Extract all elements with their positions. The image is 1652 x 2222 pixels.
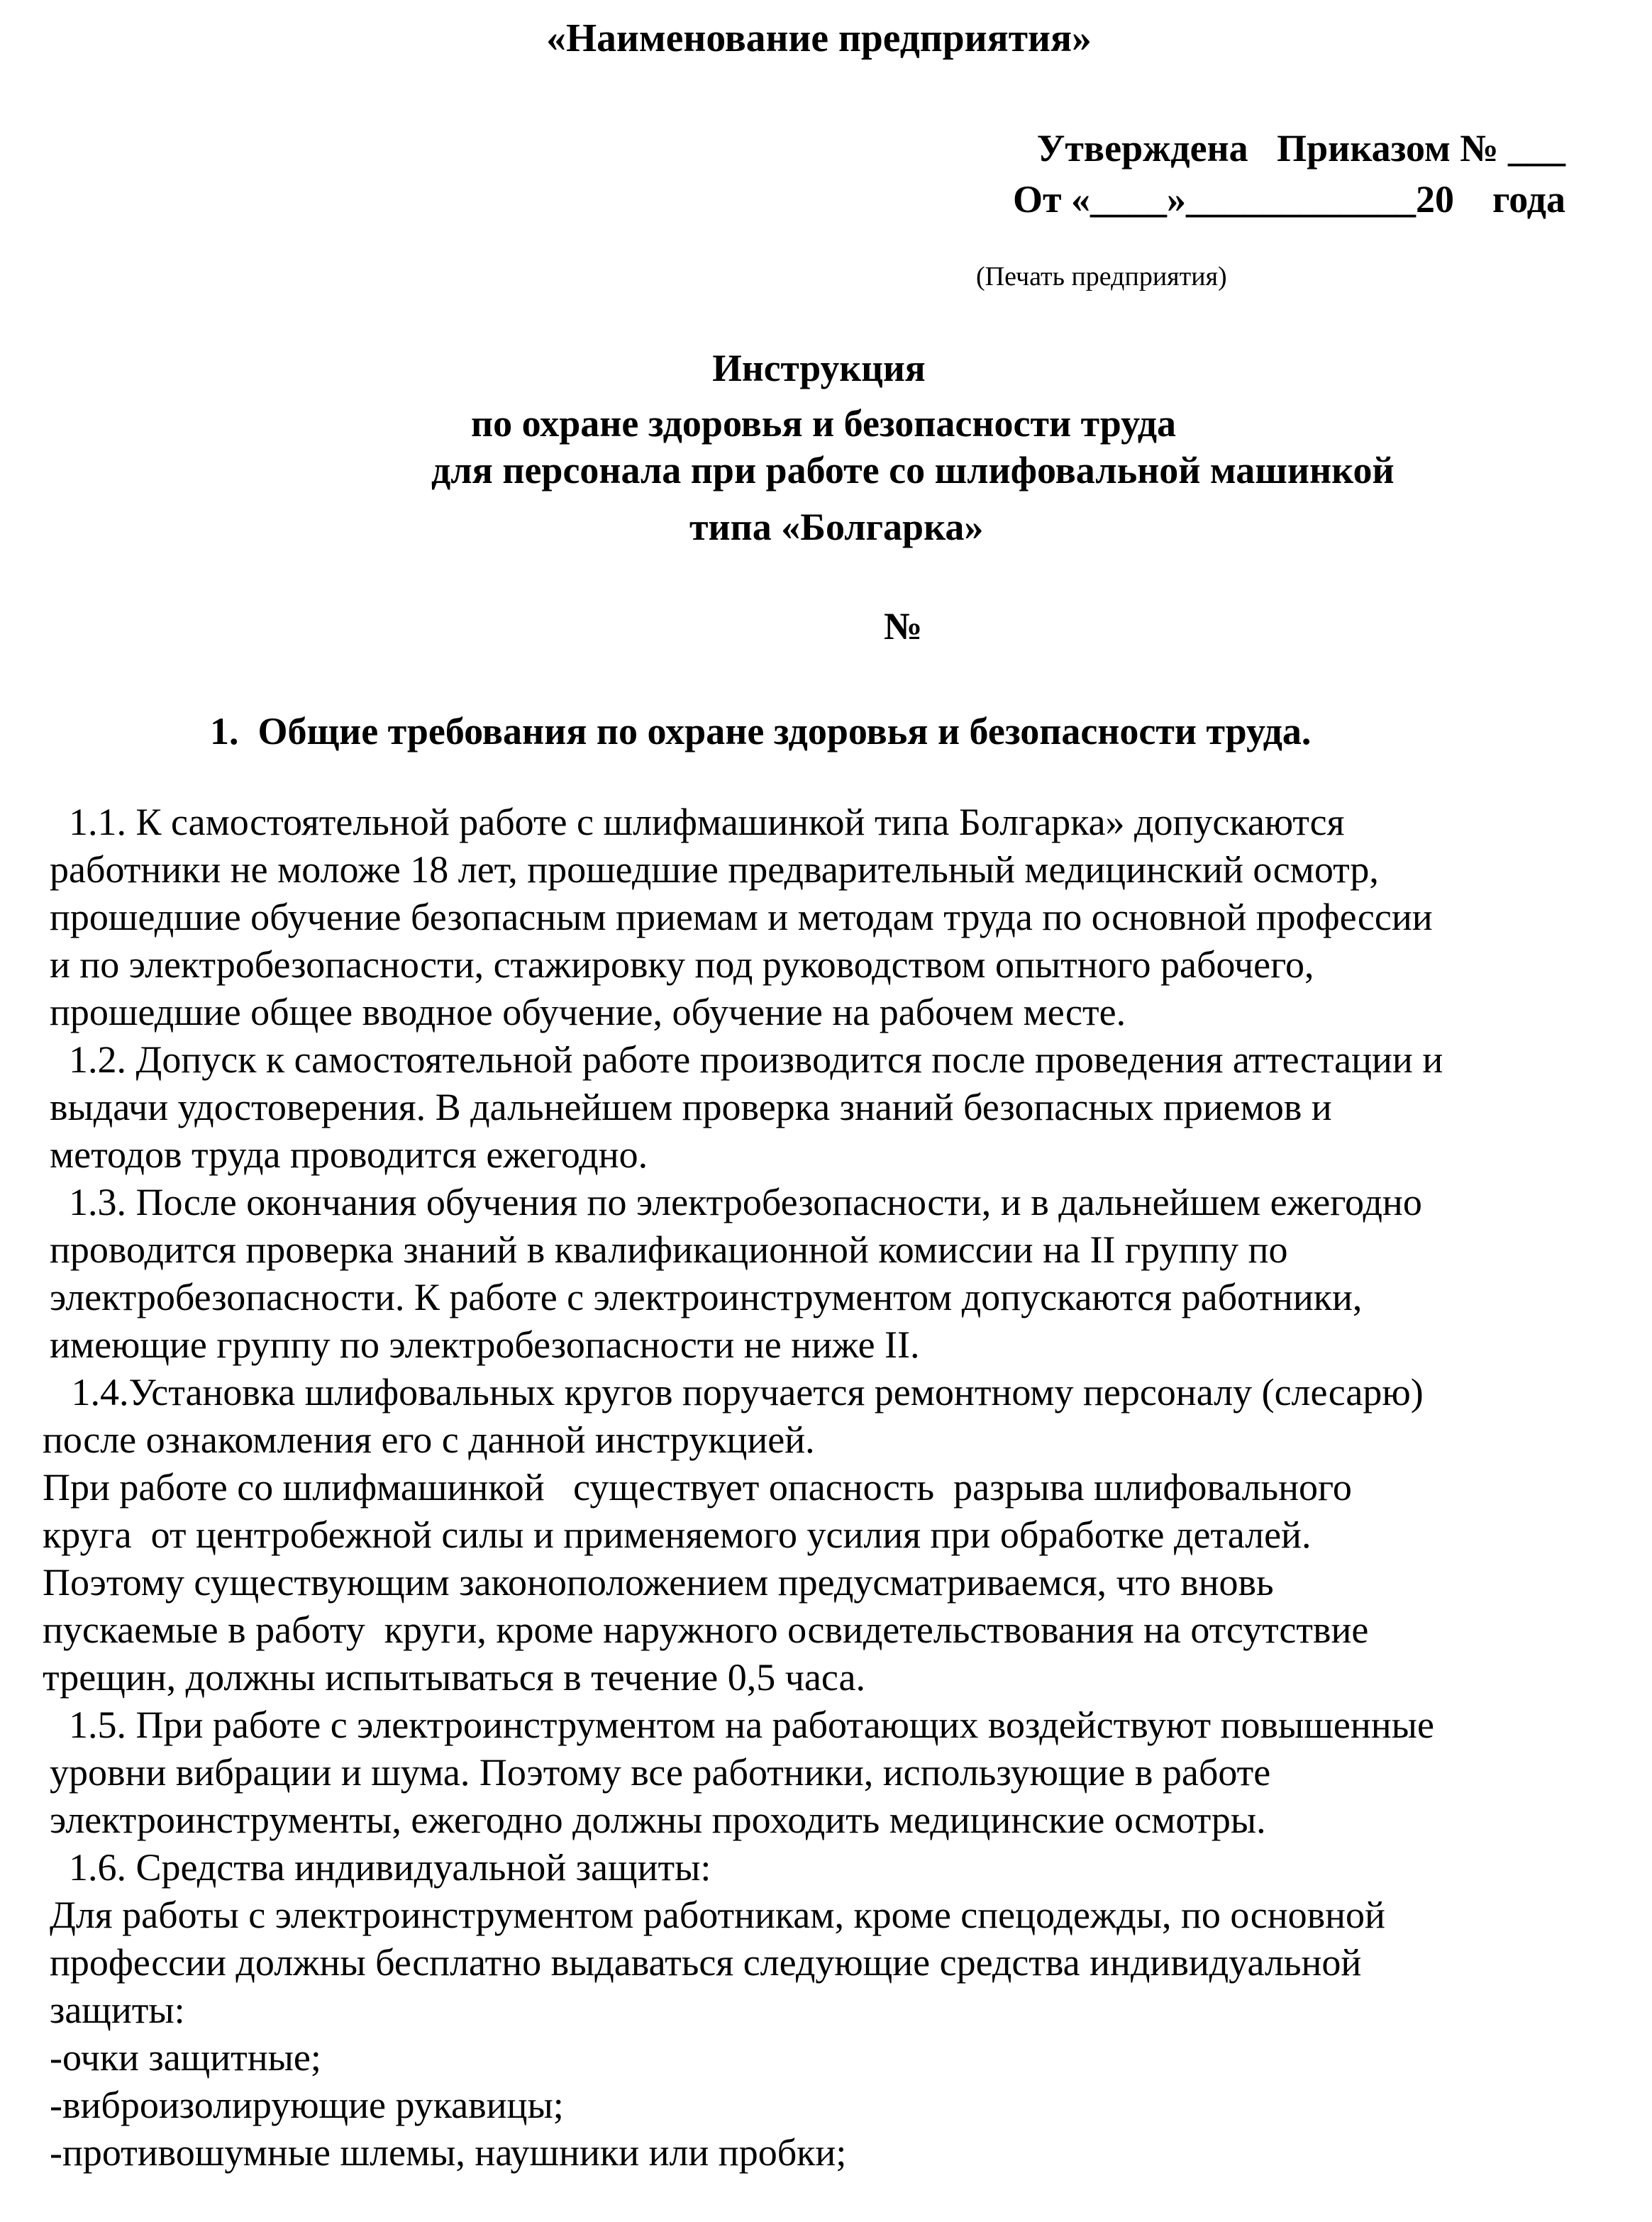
body-line: Для работы с электроинструментом работникам, кроме спецодежды, по основной xyxy=(50,1894,1385,1936)
body-line: 1.4.Установка шлифовальных кругов поручается ремонтному персоналу (слесарю) xyxy=(43,1371,1424,1413)
body-line: прошедшие обучение безопасным приемам и методам труда по основной профессии xyxy=(50,896,1433,938)
body-line: 1.1. К самостоятельной работе с шлифмашинкой типа Болгарка» допускаются xyxy=(50,801,1345,843)
body-line: 1.5. При работе с электроинструментом на работающих воздействуют повышенные xyxy=(50,1704,1434,1746)
body-line: 1.3. После окончания обучения по электробезопасности, и в дальнейшем ежегодно xyxy=(50,1181,1422,1223)
company-name: «Наименование предприятия» xyxy=(546,16,1092,60)
body-line: уровни вибрации и шума. Поэтому все работники, использующие в работе xyxy=(50,1751,1271,1794)
body-line: круга от центробежной силы и применяемого усилия при обработке деталей. xyxy=(43,1513,1312,1556)
body-line: пускаемые в работу круги, кроме наружного освидетельствования на отсутствие xyxy=(43,1609,1369,1651)
body-line: прошедшие общее вводное обучение, обучение на рабочем месте. xyxy=(50,991,1126,1033)
body-line: защиты: xyxy=(50,1989,185,2031)
doc-title-line-4: типа «Болгарка» xyxy=(689,506,984,548)
body-line: 1.2. Допуск к самостоятельной работе производится после проведения аттестации и xyxy=(50,1038,1443,1081)
section-heading: 1. Общие требования по охране здоровья и безопасности труда. xyxy=(210,710,1312,752)
body-line: профессии должны бесплатно выдаваться следующие средства индивидуальной xyxy=(50,1941,1362,1984)
body-line: проводится проверка знаний в квалификационной комиссии на II группу по xyxy=(50,1228,1288,1271)
seal-note: (Печать предприятия) xyxy=(976,262,1227,291)
doc-title-line-2: по охране здоровья и безопасности труда xyxy=(471,402,1177,445)
body-line: и по электробезопасности, стажировку под руководством опытного рабочего, xyxy=(50,943,1314,986)
approval-line: Утверждена Приказом № ___ xyxy=(1036,127,1565,170)
body-line: после ознакомления его с данной инструкцией. xyxy=(43,1418,815,1461)
body-line: При работе со шлифмашинкой существует опасность разрыва шлифовального xyxy=(43,1466,1352,1509)
body-line: выдачи удостоверения. В дальнейшем проверка знаний безопасных приемов и xyxy=(50,1086,1332,1128)
body-line: методов труда проводится ежегодно. xyxy=(50,1133,648,1176)
body-line: электробезопасности. К работе с электроинструментом допускаются работники, xyxy=(50,1276,1363,1318)
body-line: 1.6. Средства индивидуальной защиты: xyxy=(50,1846,711,1889)
body-line: -виброизолирующие рукавицы; xyxy=(50,2084,564,2126)
body-line: имеющие группу по электробезопасности не ниже II. xyxy=(50,1323,920,1366)
doc-number: № xyxy=(884,605,923,648)
body-line: трещин, должны испытываться в течение 0,5 часа. xyxy=(43,1656,865,1699)
body-line: -очки защитные; xyxy=(50,2036,321,2079)
doc-title-instruction: Инструкция xyxy=(712,347,926,389)
doc-title-line-3: для персонала при работе со шлифовальной машинкой xyxy=(431,449,1395,491)
body-line: Поэтому существующим законоположением предусматриваемся, что вновь xyxy=(43,1561,1274,1604)
body-line: работники не моложе 18 лет, прошедшие предварительный медицинский осмотр, xyxy=(50,848,1379,891)
body-line: электроинструменты, ежегодно должны проходить медицинские осмотры. xyxy=(50,1799,1266,1841)
approval-date-line: От «____»____________20 года xyxy=(1013,178,1565,221)
body-line: -противошумные шлемы, наушники или пробки; xyxy=(50,2131,847,2174)
